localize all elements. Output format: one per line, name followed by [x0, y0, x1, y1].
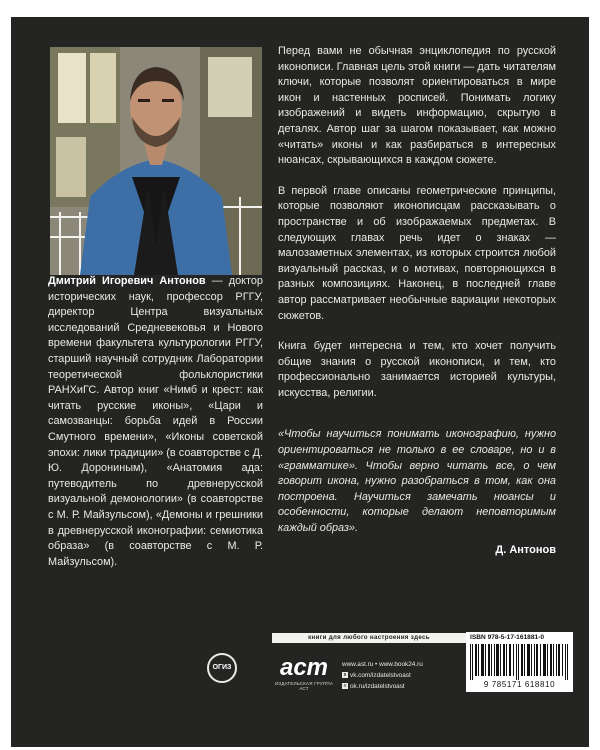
isbn-block [466, 632, 573, 692]
author-bio [48, 274, 263, 570]
link-book24[interactable]: www.book24.ru [379, 661, 423, 668]
link-ast[interactable]: www.ast.ru [342, 661, 374, 668]
ast-logo-mark: аст [279, 654, 329, 681]
barcode-number: 9 785171 618810 [483, 680, 556, 689]
description-paragraph-2: В первой главе описаны геометрические принципы, которые позволяют иконописцам рассказывать о пространстве и об изображаемых предметах. В следующих главах речь идет о знаках — малозаметных элементах, из которых строится любой визуальный рассказ, и о мотивах, повторяющихся в разных композициях. Наконец, в последней главе автор рассматривает необычные вариации некоторых сюжетов. [278, 184, 556, 322]
back-cover [11, 17, 589, 747]
publisher-links: www.ast.ru • www.book24.ru в vk.com/izdatelstvoast о ok.ru/izdatelstvoast [342, 661, 423, 690]
publisher-slogan: книги для любого настроения здесь [272, 633, 466, 643]
vk-icon: в [343, 672, 347, 679]
barcode-icon [469, 644, 570, 680]
ok-icon: о [343, 683, 347, 690]
description-paragraph-1: Перед вами не обычная энциклопедия по русской иконописи. Главная цель этой книги — дать читателям ключи, которые позволят ориентироваться в мире икон и настенных росписей. Понимать логику изображений и видеть информацию, скрытую в деталях. Автор шаг за шагом показывает, как можно «читать» иконы и как разбираться в интересных нюансах, скрывающихся в каждом сюжете. [278, 45, 556, 167]
isbn-label: ISBN 978-5-17-161881-0 [470, 634, 545, 641]
ast-logo-subtitle: ИЗДАТЕЛЬСКАЯ ГРУППА АСТ [274, 681, 334, 691]
ogiz-logo: ОГИЗ [207, 653, 237, 683]
author-photo [50, 47, 262, 275]
publisher-footer [11, 629, 589, 747]
ast-logo [273, 655, 335, 691]
quote-author: Д. Антонов [495, 543, 556, 556]
link-ok[interactable]: ok.ru/izdatelstvoast [350, 683, 405, 690]
description-paragraph-3: Книга будет интересна и тем, кто хочет получить общие знания о русской иконописи, и тем, кто профессионально занимается историей культуры, искусства, религии. [278, 340, 556, 399]
author-name: Дмитрий Игоревич Антонов [48, 275, 206, 287]
author-bio-text: — доктор исторических наук, профессор РГГУ, директор Центра визуальных исследований Средневековья и Нового времени факультета культурологии РГГУ, старший научный сотрудник Лаборатории теоретической фольклористики РАНХиГС. Автор книг «Нимб и крест: как читать русские иконы», «Цари и самозванцы: борьба идей в России Смутного времени», «Иконы советской эпохи: лики традиции» (в соавторстве с Д. Ю. Дорониным), «Анатомия ада: путеводитель по древнерусской визуальной демонологии» (в соавторстве с М. Р. Майзульсом), «Демоны и грешники в древнерусской иконографии: семиотика образа» (в соавторстве с М. Р. Майзульсом). [48, 275, 264, 568]
author-quote: «Чтобы научиться понимать иконографию, нужно ориентироваться не только в ее словаре, но и в «грамматике». Чтобы верно читать все, о чем говорит икона, нужно разобраться в том, как она построена. Научиться замечать нюансы и особенности, которые делают неповторимым каждый образ». [278, 428, 556, 535]
book-description [278, 44, 556, 558]
link-vk[interactable]: vk.com/izdatelstvoast [350, 672, 411, 679]
